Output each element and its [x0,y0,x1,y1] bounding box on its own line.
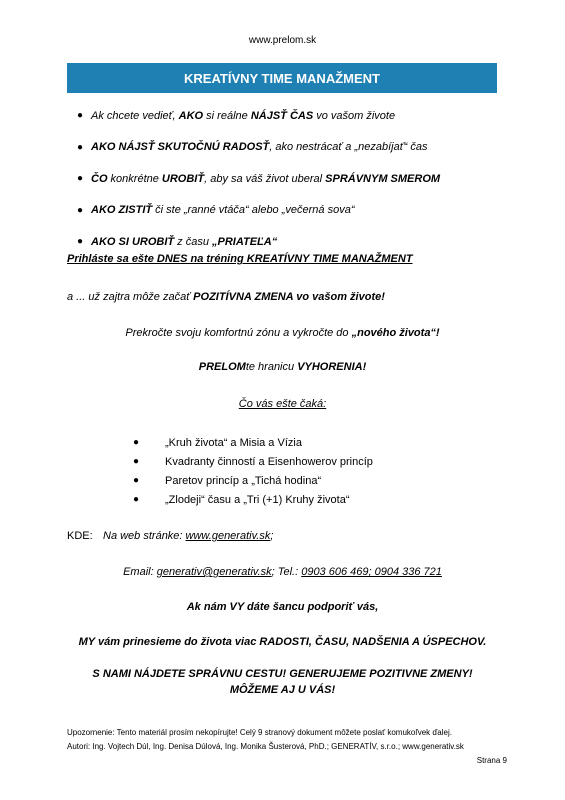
website-link[interactable]: www.generativ.sk [185,530,271,542]
text-bold: AKO NÁJSŤ SKUTOČNÚ RADOSŤ [91,141,270,154]
text: Ak chcete vedieť, [91,109,179,122]
list-item-text: Paretov princíp a „Tichá hodina“ [165,474,322,487]
text-bold: AKO ZISTIŤ [91,204,153,217]
text: , ako nestrácať a „nezabíjať“ čas [269,141,428,154]
email-link[interactable]: generativ@generativ.sk [156,566,272,578]
text-bold: POZITÍVNA ZMENA vo vašom živote! [193,291,385,303]
closing-line-3: S NAMI NÁJDETE SPRÁVNU CESTU! GENERUJEME POZITIVNE ZMENY! [92,668,473,680]
positive-change-line [67,291,385,303]
text-bold: PRELOM [198,361,246,373]
text: konkrétne [107,172,162,185]
bullet-icon: ● [77,173,84,185]
banner-title: KREATÍVNY TIME MANAŽMENT [184,70,380,86]
text-bold: „PRIATEĽA“ [212,235,278,248]
text-bold: „nového života“! [351,327,440,339]
footer-notice: Upozornenie: Tento materiál prosím nekopírujte! Celý 9 stranový dokument môžete poslať komukoľvek ďalej. [67,728,452,737]
text-bold: VYHORENIA! [297,361,367,373]
bullet-icon: ● [77,236,84,248]
list-item [67,163,507,195]
closing-line-2: MY vám prinesieme do života viac RADOSTI, ČASU, NADŠENIA A ÚSPECHOV. [78,636,487,648]
list-item-text: Kvadranty činností a Eisenhowerov princíp [165,455,373,468]
text-bold: UROBIŤ [161,172,205,185]
bullet-icon: ● [133,494,140,505]
text-bold: AKO [178,109,204,122]
awaits-heading: Čo vás ešte čaká: [238,398,327,410]
kde-label: KDE: [67,530,93,542]
list-item [133,433,373,452]
web-label: Na web stránke: [103,530,186,542]
text-bold: AKO SI UROBIŤ [91,235,175,248]
text: te hranicu [245,361,298,373]
text-bold: SPRÁVNYM SMEROM [325,172,441,185]
list-item-text: „Zlodeji“ času a „Tri (+1) Kruhy života“ [165,493,350,506]
title-banner [67,63,497,93]
bullet-icon: ● [133,456,140,467]
email-label: Email: [123,566,157,578]
text: a ... už zajtra môže začať [67,291,194,303]
list-item [67,195,507,227]
phone-link[interactable]: 0903 606 469; 0904 336 721 [301,566,442,578]
program-list [133,433,373,509]
text: z času [174,235,213,248]
text: si reálne [203,109,251,122]
text: ; [270,530,274,542]
signup-line: Prihláste sa ešte DNES na tréning KREATÍVNY TIME MANAŽMENT [67,253,413,265]
list-item [133,471,373,490]
text: vo vašom živote [313,109,396,122]
bullet-icon: ● [77,110,84,122]
web-contact-line [67,530,273,542]
list-item [133,490,373,509]
list-item [133,452,373,471]
bullet-icon: ● [133,475,140,486]
text: , aby sa váš život uberal [204,172,326,185]
tel-label: ; Tel.: [271,566,302,578]
benefits-list [67,100,507,258]
text: Prekročte svoju komfortnú zónu a vykročte do [125,327,352,339]
website-header: www.prelom.sk [248,35,317,46]
email-contact-line [0,566,565,578]
burnout-line [0,361,565,373]
footer-authors: Autori: Ing. Vojtech Dúl, Ing. Denisa Dúlová, Ing. Monika Šusterová, PhD.; GENERATÍV, s.r.o.; www.generativ.sk [67,742,464,751]
closing-line-4: MÔŽEME AJ U VÁS! [229,684,336,696]
text-bold: NÁJSŤ ČAS [250,109,314,122]
page-number: Strana 9 [476,756,507,765]
list-item-text: „Kruh života“ a Misia a Vízia [165,436,302,449]
text-bold: ČO [91,172,108,185]
bullet-icon: ● [133,437,140,448]
list-item [67,132,507,164]
text: či ste „ranné vtáča“ alebo „večerná sova“ [152,204,355,217]
list-item [67,100,507,132]
comfort-zone-line [0,327,565,339]
bullet-icon: ● [77,141,84,153]
closing-line-1: Ak nám VY dáte šancu podporiť vás, [186,601,379,613]
bullet-icon: ● [77,204,84,216]
